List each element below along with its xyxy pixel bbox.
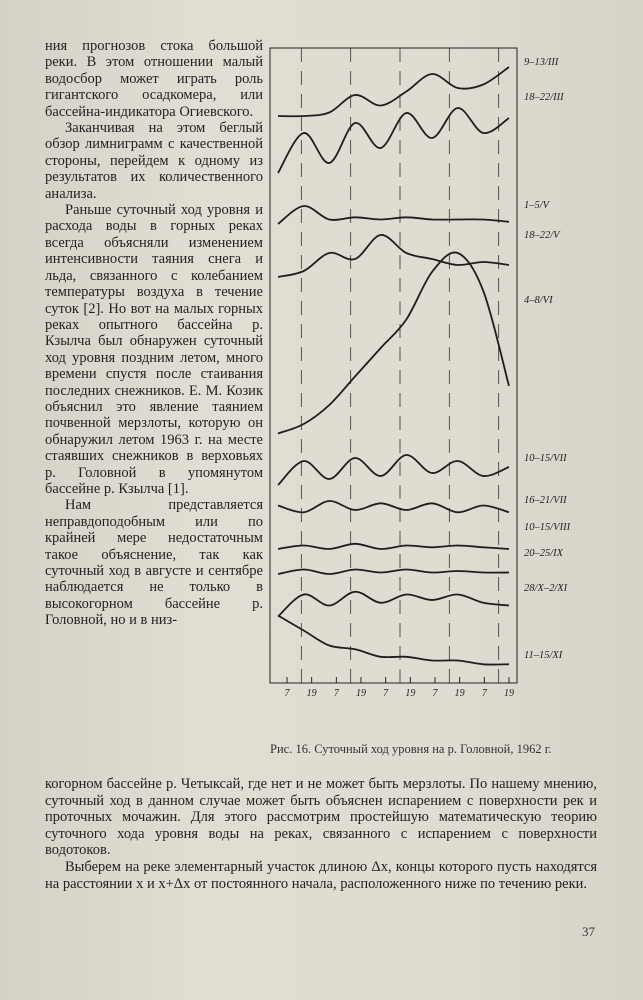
body-paragraph: когорном бассейне р. Четыксай, где нет и не может быть мерзлоты. По нашему мнению, суточный ход в данном случае может быть объяснен испарением с поверхности рек и проточных мочажин. Для этого рассмотрим простейшую математическую теорию суточного хода уровня воды на реках, связанного с испарением с поверхности водотоков. <box>45 776 597 859</box>
x-tick-label: 7 <box>481 688 487 699</box>
left-column-paragraph: ния прогнозов стока большой реки. В этом отношении малый водосбор может играть роль гигантского осадкомера, или бассейна-индикатора Огиевского. <box>45 38 263 120</box>
left-column-paragraph: Заканчивая на этом беглый обзор лимниграмм с качественной стороны, перейдем к одному из результатов их количественного анализа. <box>45 120 263 202</box>
series-curves <box>278 67 509 665</box>
x-tick-label: 19 <box>405 688 416 699</box>
series-line <box>278 206 509 224</box>
series-label: 20–25/IX <box>524 548 564 559</box>
plot-frame <box>270 48 517 683</box>
series-line <box>278 616 509 665</box>
limnigram-figure <box>255 38 635 783</box>
series-line <box>278 108 509 173</box>
left-column-paragraph: Раньше суточный ход уровня и расхода воды в горных реках всегда объясняли изменением интенсивности таяния снега и льда, связанного с колебанием температуры воздуха в течение суток [2]. Но вот на малых горных реках опытного бассейна р. Кзылча был обнаружен суточный ход уровня поздним летом, много времени спустя после стаивания последних снежников. Е. М. Козик объяснил это явление таянием почвенной мерзлоты, которую он обнаружил летом 1963 г. на месте стаявших снежников в верховьях р. Головной в упомянутом бассейне р. Кзылча [1]. <box>45 202 263 497</box>
series-line <box>278 544 509 549</box>
x-tick-label: 19 <box>356 688 366 699</box>
series-line <box>278 501 509 512</box>
series-label: 4–8/VI <box>524 295 553 306</box>
left-text-column <box>45 38 263 629</box>
x-tick-label: 7 <box>432 688 438 699</box>
series-label: 16–21/VII <box>524 495 567 506</box>
series-line <box>278 252 509 433</box>
series-line <box>278 569 509 574</box>
series-line <box>278 67 509 116</box>
day-gridlines <box>270 48 517 683</box>
series-label: 10–15/VII <box>524 453 567 464</box>
series-line <box>278 592 509 617</box>
full-width-text <box>45 776 597 892</box>
series-label: 18–22/V <box>524 230 560 241</box>
x-tick-label: 7 <box>383 688 389 699</box>
body-paragraph: Выберем на реке элементарный участок длиною Δx, концы которого пусть находятся на расстоянии x и x+Δx от постоянного начала, расположенного ниже по течению реки. <box>45 858 597 892</box>
left-column-paragraph: Нам представляется неправдоподобным или по крайней мере недостаточным такое объяснение, так как суточный ход в августе и сентябре наблюдается не только в высокогорном бассейне р. Головной, но и в низ- <box>45 497 263 629</box>
series-label: 1–5/V <box>524 200 550 211</box>
series-label: 28/X–2/XI <box>524 583 568 594</box>
x-tick-label: 19 <box>306 688 317 699</box>
x-tick-label: 7 <box>333 688 339 699</box>
x-tick-label: 19 <box>454 688 465 699</box>
x-tick-label: 7 <box>284 688 290 699</box>
series-line <box>278 455 509 485</box>
series-labels <box>524 57 571 661</box>
x-tick-label: 19 <box>504 688 514 699</box>
series-label: 18–22/III <box>524 92 564 103</box>
page-number: 37 <box>582 924 595 939</box>
series-label: 11–15/XI <box>524 650 563 661</box>
x-axis <box>285 677 515 699</box>
series-label: 10–15/VIII <box>524 522 571 533</box>
figure-caption: Рис. 16. Суточный ход уровня на р. Головной, 1962 г. <box>270 742 552 756</box>
series-label: 9–13/III <box>524 57 559 68</box>
